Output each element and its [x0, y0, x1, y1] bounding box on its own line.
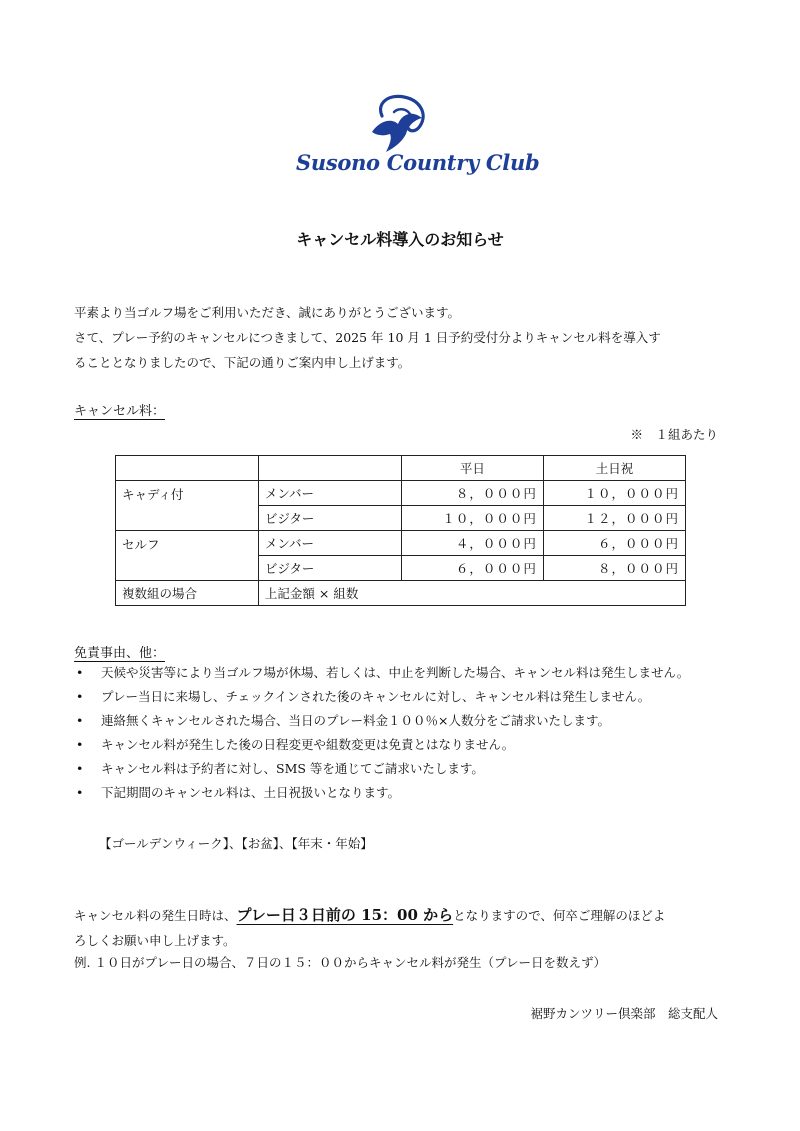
bullet-icon: •: [76, 689, 84, 704]
list-item: [74, 662, 734, 684]
fee-caddie-visitor-weekend: １２，０００円: [543, 506, 685, 531]
intro-paragraph: [74, 300, 734, 375]
category-caddie: キャディ付: [116, 481, 259, 531]
closing-suffix: となりますので、何卒ご理解のほどよ: [453, 908, 666, 923]
table-row: [116, 531, 686, 556]
bullet-icon: •: [76, 785, 84, 800]
closing-prefix: キャンセル料の発生日時は、: [74, 908, 237, 923]
bird-logo-icon: [370, 92, 432, 154]
fee-caddie-visitor-weekday: １０，０００円: [401, 506, 543, 531]
list-item: [74, 734, 734, 756]
intro-line-3: ることとなりましたので、下記の通りご案内申し上げます。: [74, 355, 411, 370]
header-weekend: 土日祝: [543, 456, 685, 481]
list-item-text: 天候や災害等により当ゴルフ場が休場、若しくは、中止を判断した場合、キャンセル料は発生しません。: [101, 665, 690, 680]
list-item: [74, 782, 734, 804]
list-item: [74, 758, 734, 780]
multi-group-label: 複数組の場合: [116, 581, 259, 606]
header-empty-2: [258, 456, 401, 481]
header-weekday: 平日: [401, 456, 543, 481]
type-member: メンバー: [258, 481, 401, 506]
bullet-icon: •: [76, 713, 84, 728]
type-visitor: ビジター: [258, 506, 401, 531]
intro-line-2: さて、プレー予約のキャンセルにつきまして、2025 年 10 月 1 日予約受付分よりキャンセル料を導入す: [74, 330, 661, 345]
type-member: メンバー: [258, 531, 401, 556]
bullet-icon: •: [76, 665, 84, 680]
type-visitor: ビジター: [258, 556, 401, 581]
fee-section-label: キャンセル料：: [74, 404, 166, 419]
signature: 裾野カンツリー倶楽部 総支配人: [530, 1006, 718, 1021]
intro-line-1: 平素より当ゴルフ場をご利用いただき、誠にありがとうございます。: [74, 305, 461, 320]
closing-paragraph: [74, 903, 734, 953]
list-item-text: プレー当日に来場し、チェックインされた後のキャンセルに対し、キャンセル料は発生しません。: [101, 689, 651, 704]
table-row: [116, 481, 686, 506]
header-empty-1: [116, 456, 259, 481]
closing-line-2: ろしくお願い申し上げます。: [74, 933, 236, 948]
cancellation-fee-table: [115, 455, 686, 606]
club-logo: [296, 92, 540, 187]
fee-self-member-weekend: ６，０００円: [543, 531, 685, 556]
multi-group-value: 上記金額 × 組数: [258, 581, 685, 606]
list-item-text: キャンセル料が発生した後の日程変更や組数変更は免責とはなりません。: [101, 737, 515, 752]
club-name-logo-text: Susono Country Club: [296, 150, 540, 175]
closing-line-1: [74, 903, 734, 928]
list-item-text: 連絡無くキャンセルされた場合、当日のプレー料金１００％×人数分をご請求いたします。: [101, 713, 610, 728]
fee-caddie-member-weekday: ８，０００円: [401, 481, 543, 506]
list-item-text: キャンセル料は予約者に対し、SMS 等を通じてご請求いたします。: [101, 761, 484, 776]
bullet-icon: •: [76, 761, 84, 776]
fee-caddie-member-weekend: １０，０００円: [543, 481, 685, 506]
fee-start-highlight: プレー日３日前の 15：00 から: [236, 906, 454, 924]
fee-self-visitor-weekend: ８，０００円: [543, 556, 685, 581]
list-item: [74, 686, 734, 708]
exemption-section-label: 免責事由、他：: [74, 646, 166, 661]
exemption-list: [74, 662, 734, 806]
fee-self-visitor-weekday: ６，０００円: [401, 556, 543, 581]
table-row: [116, 581, 686, 606]
category-self: セルフ: [116, 531, 259, 581]
table-header-row: [116, 456, 686, 481]
fee-self-member-weekday: ４，０００円: [401, 531, 543, 556]
per-group-note: ※ １組あたり: [630, 427, 718, 442]
page-title: キャンセル料導入のお知らせ: [296, 230, 504, 249]
holiday-periods: 【ゴールデンウィーク】、【お盆】、【年末・年始】: [99, 836, 373, 851]
list-item-text: 下記期間のキャンセル料は、土日祝扱いとなります。: [101, 785, 401, 800]
bullet-icon: •: [76, 737, 84, 752]
example-note: 例. １０日がプレー日の場合、７日の１５：００からキャンセル料が発生（プレー日を数えず）: [74, 955, 606, 970]
list-item: [74, 710, 734, 732]
